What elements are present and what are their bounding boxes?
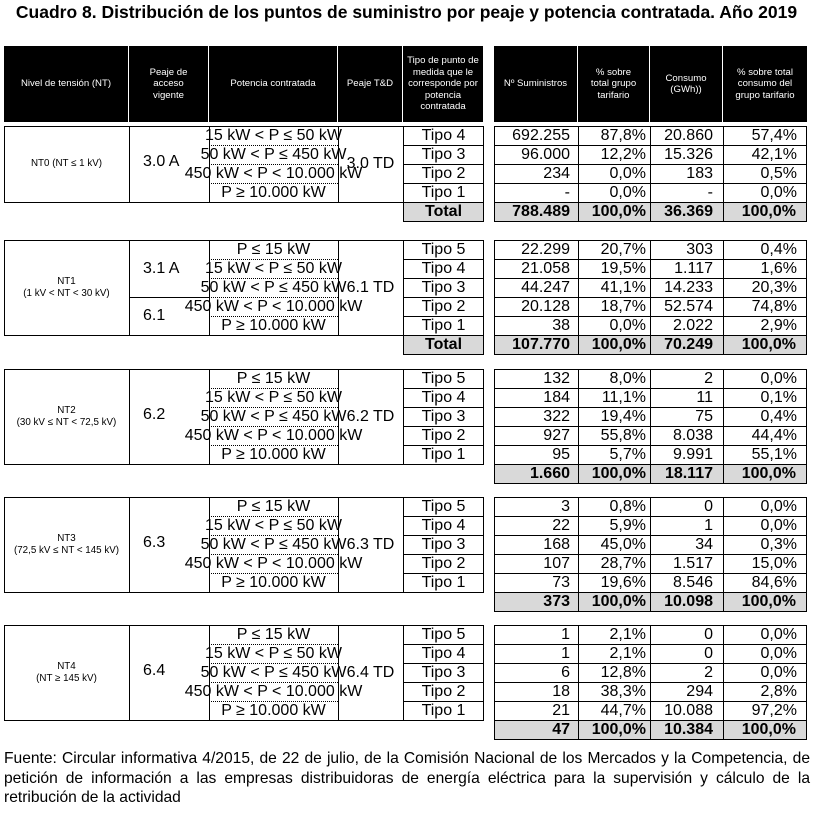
peaje-td-label: 6.2 TD (346, 407, 395, 425)
header-pct-grupo: % sobre total grupo tarifario (578, 46, 650, 122)
power-range: 450 kW < P < 10.000 kW (184, 554, 363, 572)
header-consumo: Consumo (GWh)) (650, 46, 723, 122)
measure-type: Tipo 5 (421, 240, 466, 258)
power-range: P ≤ 15 kW (236, 497, 311, 515)
measure-type: Tipo 4 (421, 388, 466, 406)
supply-pct: 19,4% (600, 407, 646, 425)
supply-pct: 19,5% (600, 259, 646, 277)
consumption-pct: 0,3% (760, 535, 797, 553)
consumption-gwh: 2.022 (672, 316, 713, 334)
total-supply-pct: 100,0% (579, 465, 650, 483)
consumption-gwh: 8.038 (672, 426, 713, 444)
consumption-pct: 44,4% (751, 426, 797, 444)
total-label: Total (404, 336, 483, 354)
supply-pct: 19,6% (600, 573, 646, 591)
power-range: P ≥ 10.000 kW (221, 445, 326, 463)
total-consumption: 70.249 (651, 336, 723, 354)
supply-count: 18 (552, 682, 570, 700)
peaje-td-label: 6.3 TD (346, 535, 395, 553)
power-range: P ≤ 15 kW (236, 240, 311, 258)
total-label: Total (404, 203, 483, 221)
measure-type: Tipo 5 (421, 625, 466, 643)
power-range: 15 kW < P ≤ 50 kW (205, 259, 342, 277)
consumption-pct: 0,4% (760, 240, 797, 258)
supply-pct: 12,8% (600, 663, 646, 681)
consumption-gwh: 11 (696, 388, 713, 406)
supply-pct: 12,2% (600, 145, 646, 163)
power-range: 50 kW < P ≤ 450 kW (200, 407, 347, 425)
table-title: Cuadro 8. Distribución de los puntos de suministro por peaje y potencia contratada. Año 2019 (15, 2, 798, 22)
peaje-td-label: 6.1 TD (346, 278, 395, 296)
supply-count: 22 (552, 516, 570, 534)
measure-type: Tipo 2 (421, 426, 466, 444)
header-suministros: Nº Suministros (494, 46, 578, 122)
supply-pct: 38,3% (600, 682, 646, 700)
power-range: P ≥ 10.000 kW (221, 573, 326, 591)
nt-level-label (4, 369, 129, 464)
nt-level-label (4, 625, 129, 720)
power-range: 450 kW < P < 10.000 kW (184, 297, 363, 315)
consumption-pct: 0,0% (760, 516, 797, 534)
supply-pct: 0,0% (609, 316, 646, 334)
total-consumption-pct: 100,0% (724, 203, 806, 221)
supply-pct: 18,7% (600, 297, 646, 315)
supply-count: 692.255 (512, 126, 570, 144)
power-range: 15 kW < P ≤ 50 kW (205, 516, 342, 534)
measure-type: Tipo 2 (421, 682, 466, 700)
power-range: 50 kW < P ≤ 450 kW (200, 278, 347, 296)
total-consumption-pct: 100,0% (724, 721, 806, 739)
supply-pct: 0,0% (609, 164, 646, 182)
consumption-gwh: 1.517 (672, 554, 713, 572)
consumption-gwh: 0 (704, 625, 713, 643)
power-range: P ≥ 10.000 kW (221, 701, 326, 719)
supply-pct: 2,1% (609, 644, 646, 662)
peaje-acceso-label: 3.1 A (143, 259, 180, 277)
consumption-gwh: 303 (686, 240, 713, 258)
power-range: 50 kW < P ≤ 450 kW (200, 145, 347, 163)
supply-count: 6 (561, 663, 570, 681)
supply-count: 1 (561, 625, 570, 643)
measure-type: Tipo 1 (421, 316, 466, 334)
power-range: 50 kW < P ≤ 450 kW (200, 535, 347, 553)
consumption-gwh: 15.326 (664, 145, 713, 163)
power-range: P ≤ 15 kW (236, 625, 311, 643)
total-consumption: 36.369 (651, 203, 723, 221)
consumption-gwh: 0 (704, 644, 713, 662)
consumption-pct: 0,0% (760, 625, 797, 643)
measure-type: Tipo 4 (421, 259, 466, 277)
power-range: 450 kW < P < 10.000 kW (184, 682, 363, 700)
supply-count: 234 (543, 164, 570, 182)
supply-pct: 55,8% (600, 426, 646, 444)
consumption-pct: 42,1% (751, 145, 797, 163)
peaje-td-label: 3.0 TD (346, 155, 395, 172)
consumption-pct: 0,0% (760, 183, 797, 201)
nt-level-range: (1 kV < NT < 30 kV) (23, 287, 110, 299)
consumption-gwh: 9.991 (672, 445, 713, 463)
consumption-gwh: 294 (686, 682, 713, 700)
power-range: P ≥ 10.000 kW (221, 183, 326, 201)
total-consumption-pct: 100,0% (724, 336, 806, 354)
supply-pct: 44,7% (600, 701, 646, 719)
supply-pct: 20,7% (600, 240, 646, 258)
consumption-gwh: - (707, 183, 713, 201)
supply-count: 168 (543, 535, 570, 553)
nt-level-label (4, 497, 129, 592)
consumption-gwh: 20.860 (664, 126, 713, 144)
total-supply-pct: 100,0% (579, 336, 650, 354)
supply-count: 184 (543, 388, 570, 406)
consumption-pct: 57,4% (751, 126, 797, 144)
peaje-acceso-label: 6.2 (143, 405, 166, 423)
consumption-pct: 15,0% (751, 554, 797, 572)
consumption-gwh: 1 (704, 516, 713, 534)
consumption-gwh: 2 (704, 369, 713, 387)
measure-type: Tipo 4 (421, 644, 466, 662)
supply-count: 96.000 (521, 145, 570, 163)
peaje-acceso-label: 6.3 (143, 533, 166, 551)
supply-count: 73 (552, 573, 570, 591)
consumption-pct: 0,0% (760, 644, 797, 662)
supply-pct: 87,8% (600, 126, 646, 144)
nt-level-name: NT1 (57, 275, 76, 287)
measure-type: Tipo 1 (421, 183, 466, 201)
consumption-gwh: 75 (695, 407, 713, 425)
supply-pct: 5,7% (609, 445, 646, 463)
consumption-pct: 55,1% (751, 445, 797, 463)
nt-level-name: NT2 (57, 404, 76, 416)
measure-type: Tipo 2 (421, 297, 466, 315)
nt-level-range: (30 kV ≤ NT < 72,5 kV) (16, 416, 117, 428)
consumption-pct: 2,8% (760, 682, 797, 700)
power-range: 450 kW < P < 10.000 kW (184, 426, 363, 444)
header-peaje-acceso: Peaje de acceso vigente (129, 46, 209, 122)
supply-count: - (564, 183, 570, 201)
consumption-gwh: 2 (704, 663, 713, 681)
supply-pct: 2,1% (609, 625, 646, 643)
nt-level-range: (NT ≥ 145 kV) (36, 672, 97, 684)
measure-type: Tipo 4 (421, 126, 466, 144)
measure-type: Tipo 1 (421, 701, 466, 719)
consumption-pct: 0,1% (760, 388, 797, 406)
consumption-pct: 0,5% (760, 164, 797, 182)
consumption-pct: 97,2% (751, 701, 797, 719)
consumption-gwh: 8.546 (672, 573, 713, 591)
total-supply-count: 373 (495, 593, 578, 611)
supply-count: 132 (543, 369, 570, 387)
source-note: Fuente: Circular informativa 4/2015, de 22 de julio, de la Comisión Nacional de los Mercados y la Competencia, de petición de información a las empresas distribuidoras de energía eléctrica para la supervisión y cálculo de la retribución de la actividad (4, 750, 810, 806)
supply-count: 21.058 (521, 259, 570, 277)
total-consumption-pct: 100,0% (724, 465, 806, 483)
nt-level-name: NT0 (NT ≤ 1 kV) (30, 158, 103, 169)
consumption-gwh: 183 (686, 164, 713, 182)
measure-type: Tipo 4 (421, 516, 466, 534)
total-supply-count: 47 (495, 721, 578, 739)
peaje-acceso-label: 6.1 (143, 307, 166, 324)
supply-pct: 0,8% (609, 497, 646, 515)
header-peaje-td: Peaje T&D (338, 46, 403, 122)
measure-type: Tipo 3 (421, 278, 466, 296)
total-consumption: 10.384 (651, 721, 723, 739)
supply-count: 95 (552, 445, 570, 463)
peaje-acceso-label: 6.4 (143, 661, 166, 679)
total-supply-count: 788.489 (495, 203, 578, 221)
supply-pct: 28,7% (600, 554, 646, 572)
nt-level-name: NT4 (57, 660, 76, 672)
nt-level-name: NT3 (57, 532, 76, 544)
total-supply-pct: 100,0% (579, 593, 650, 611)
supply-count: 20.128 (521, 297, 570, 315)
supply-count: 107 (543, 554, 570, 572)
power-range: P ≤ 15 kW (236, 369, 311, 387)
header-potencia: Potencia contratada (209, 46, 338, 122)
consumption-pct: 2,9% (760, 316, 797, 334)
power-range: 450 kW < P < 10.000 kW (184, 164, 363, 182)
consumption-pct: 1,6% (760, 259, 797, 277)
total-supply-pct: 100,0% (579, 203, 650, 221)
measure-type: Tipo 1 (421, 573, 466, 591)
header-pct-consumo: % sobre total consumo del grupo tarifario (723, 46, 807, 122)
consumption-pct: 0,0% (760, 369, 797, 387)
power-range: 15 kW < P ≤ 50 kW (205, 644, 342, 662)
measure-type: Tipo 2 (421, 554, 466, 572)
supply-count: 44.247 (521, 278, 570, 296)
consumption-pct: 0,0% (760, 663, 797, 681)
consumption-gwh: 52.574 (664, 297, 713, 315)
measure-type: Tipo 3 (421, 407, 466, 425)
measure-type: Tipo 2 (421, 164, 466, 182)
nt-level-label (4, 126, 129, 202)
supply-count: 22.299 (521, 240, 570, 258)
consumption-pct: 0,0% (760, 497, 797, 515)
consumption-pct: 74,8% (751, 297, 797, 315)
total-consumption: 10.098 (651, 593, 723, 611)
total-supply-count: 1.660 (495, 465, 578, 483)
supply-pct: 11,1% (601, 388, 646, 406)
total-supply-count: 107.770 (495, 336, 578, 354)
total-supply-pct: 100,0% (579, 721, 650, 739)
supply-count: 927 (543, 426, 570, 444)
measure-type: Tipo 3 (421, 535, 466, 553)
consumption-pct: 20,3% (751, 278, 797, 296)
supply-pct: 5,9% (609, 516, 646, 534)
supply-pct: 41,1% (600, 278, 646, 296)
supply-count: 3 (561, 497, 570, 515)
peaje-acceso-label: 3.0 A (143, 153, 180, 170)
supply-pct: 8,0% (609, 369, 646, 387)
measure-type: Tipo 3 (421, 663, 466, 681)
total-consumption: 18.117 (651, 465, 723, 483)
supply-count: 21 (552, 701, 570, 719)
measure-type: Tipo 3 (421, 145, 466, 163)
total-consumption-pct: 100,0% (724, 593, 806, 611)
peaje-td-label: 6.4 TD (346, 663, 395, 681)
measure-type: Tipo 5 (421, 497, 466, 515)
consumption-pct: 0,4% (760, 407, 797, 425)
consumption-gwh: 14.233 (664, 278, 713, 296)
consumption-gwh: 10.088 (664, 701, 713, 719)
consumption-gwh: 1.117 (674, 259, 713, 277)
consumption-pct: 84,6% (751, 573, 797, 591)
power-range: 15 kW < P ≤ 50 kW (205, 126, 342, 144)
header-tipo-punto: Tipo de punto de medida que le corresponde por potencia contratada (403, 46, 484, 122)
consumption-gwh: 34 (695, 535, 713, 553)
power-range: 50 kW < P ≤ 450 kW (200, 663, 347, 681)
supply-count: 1 (561, 644, 570, 662)
measure-type: Tipo 1 (421, 445, 466, 463)
supply-count: 322 (543, 407, 570, 425)
header-nivel: Nivel de tensión (NT) (4, 46, 129, 122)
consumption-gwh: 0 (704, 497, 713, 515)
power-range: P ≥ 10.000 kW (221, 316, 326, 334)
measure-type: Tipo 5 (421, 369, 466, 387)
power-range: 15 kW < P ≤ 50 kW (205, 388, 342, 406)
supply-pct: 45,0% (600, 535, 646, 553)
nt-level-range: (72,5 kV ≤ NT < 145 kV) (13, 544, 120, 556)
supply-pct: 0,0% (609, 183, 646, 201)
nt-level-label (4, 240, 129, 335)
supply-count: 38 (552, 316, 570, 334)
